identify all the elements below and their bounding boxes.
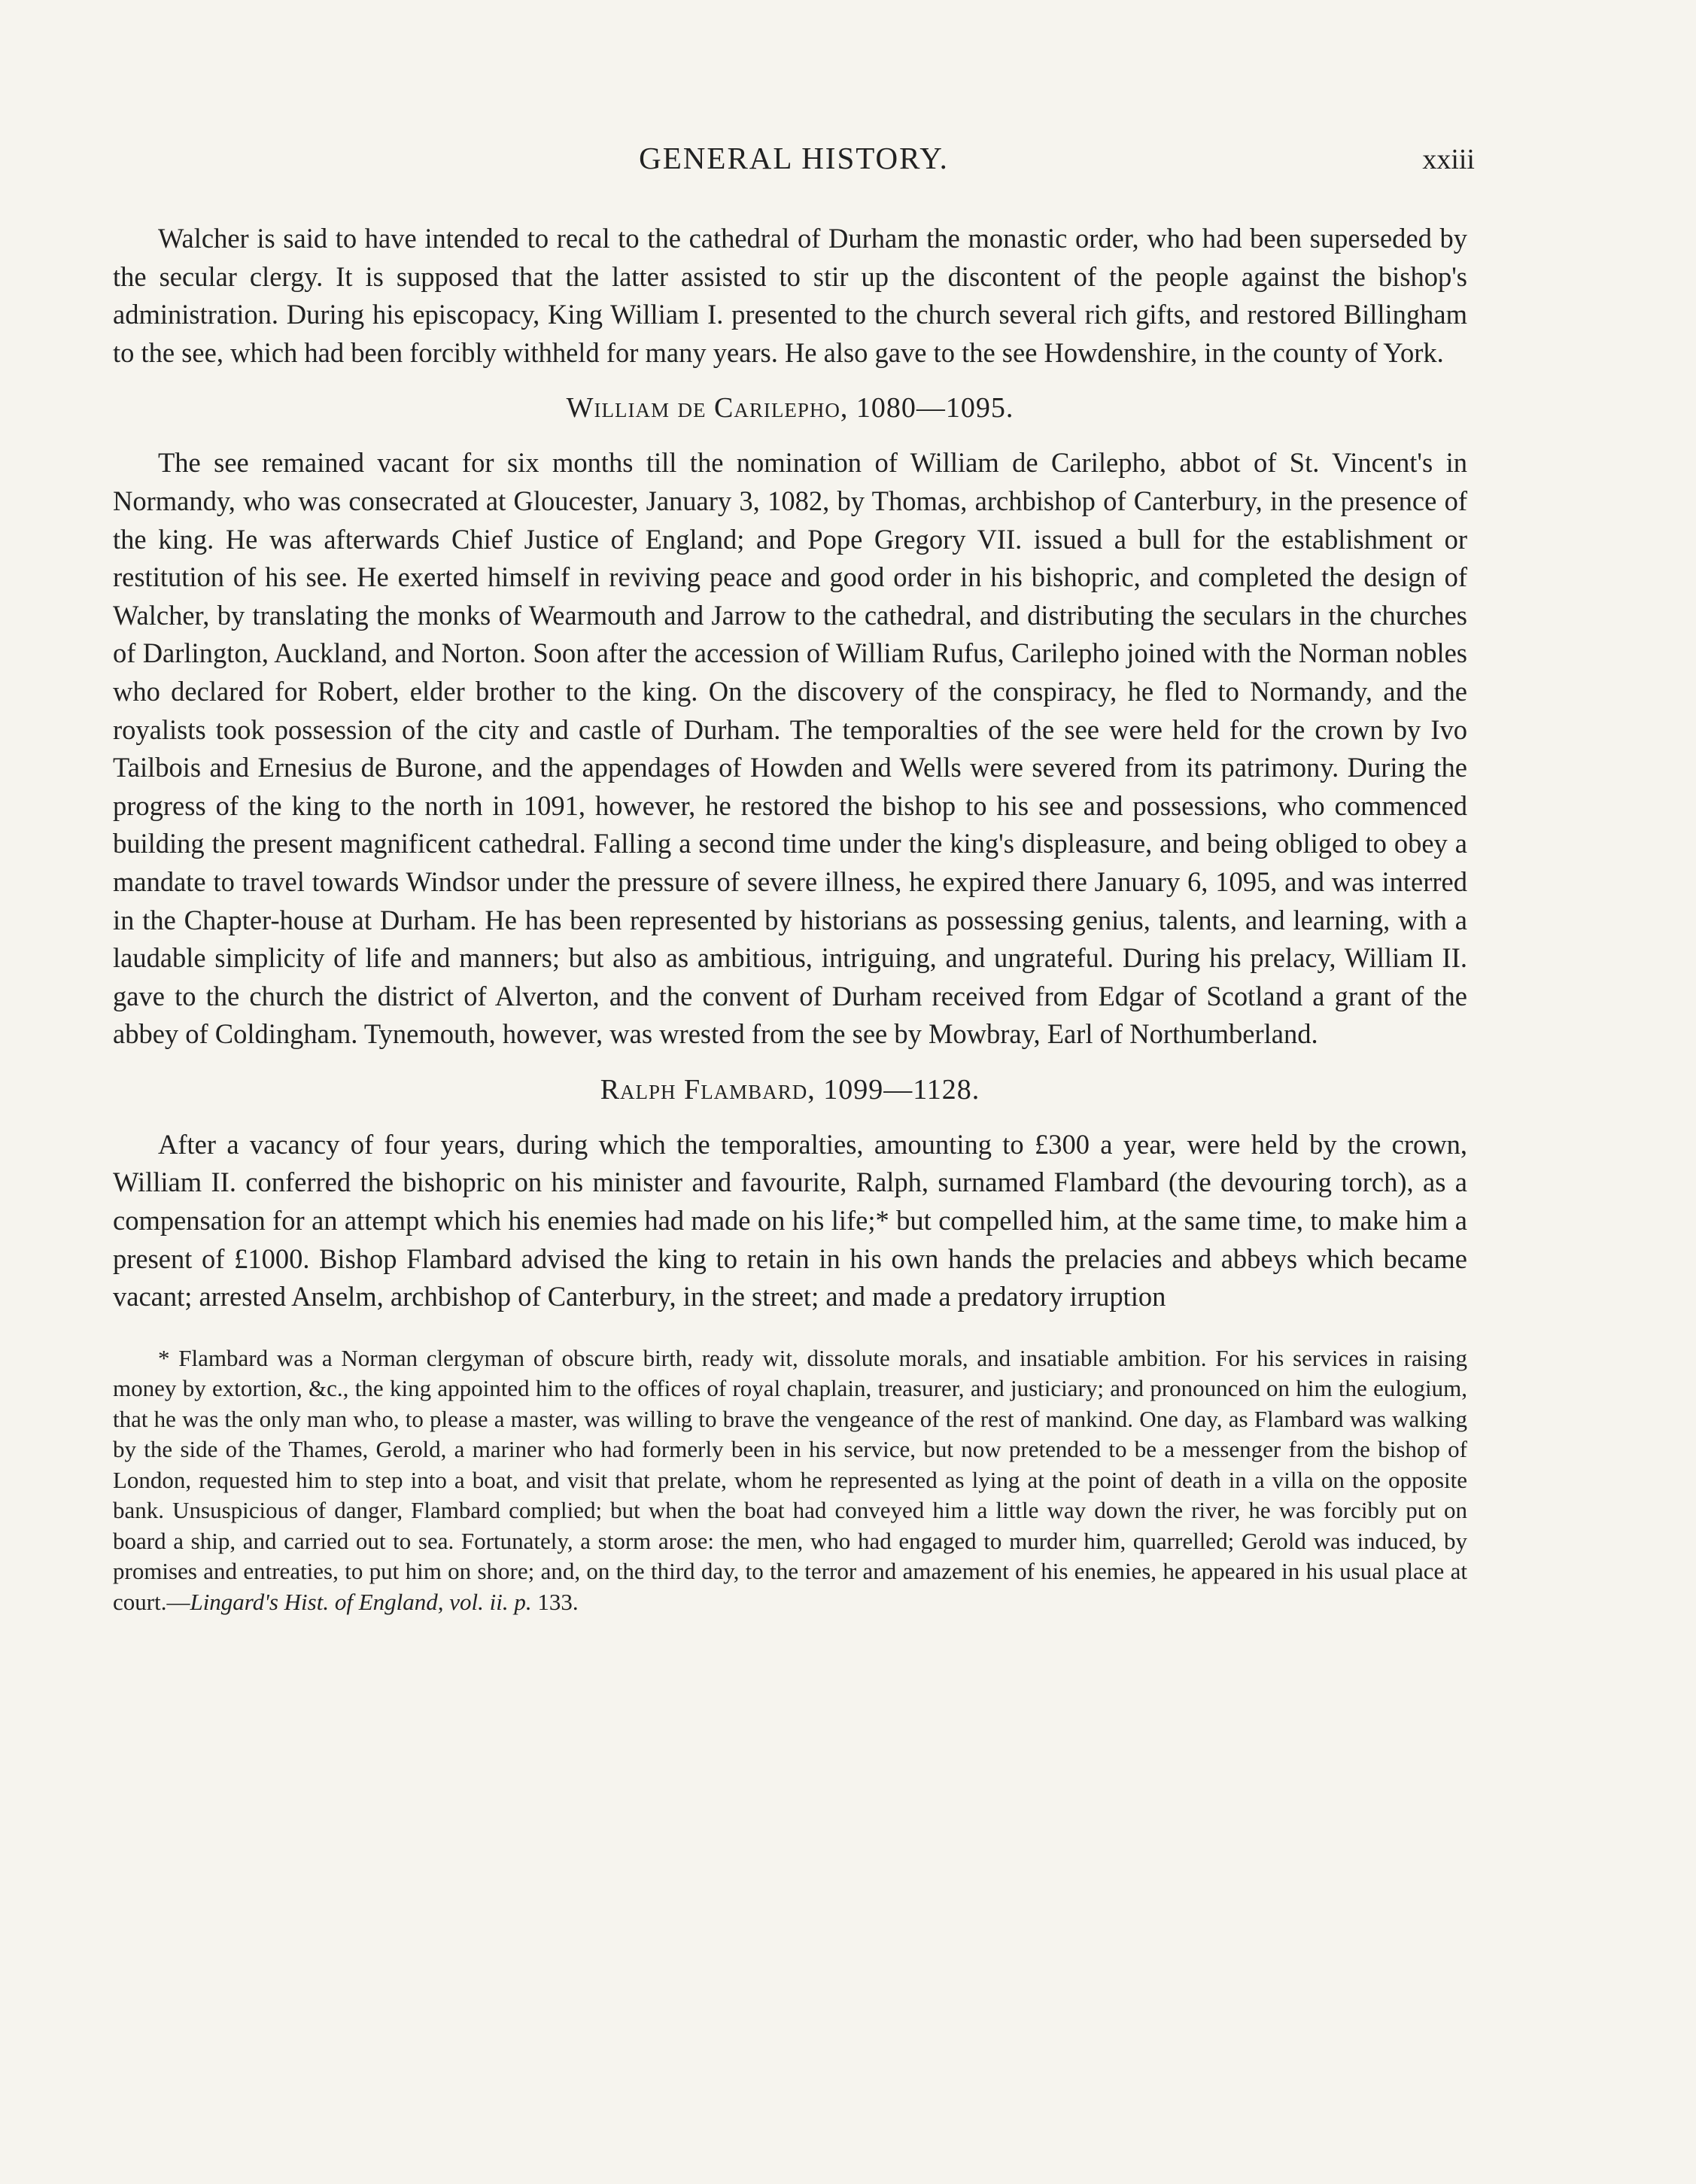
paragraph-carilepho: The see remained vacant for six months till the nomination of William de Carilepho, abbot of St. Vincent's in Normandy, who was consecrated at Gloucester, January 3, 1082, by Thomas, archbishop of Canterbury, in the presence of the king. He was afterwards Chief Justice of England; and Pope Gregory VII. issued a bull for the establishment or restitution of his see. He exerted himself in reviving peace and good order in his bishopric, and completed the design of Walcher, by translating the monks of Wearmouth and Jarrow to the cathedral, and distributing the seculars in the churches of Darlington, Auckland, and Norton. Soon after the accession of William Rufus, Carilepho joined with the Norman nobles who declared for Robert, elder brother to the king. On the discovery of the conspiracy, he fled to Normandy, and the royalists took possession of the city and castle of Durham. The temporalties of the see were held for the crown by Ivo Tailbois and Ernesius de Burone, and the appendages of Howden and Wells were severed from its patrimony. During the progress of the king to the north in 1091, however, he restored the bishop to his see and possessions, who commenced building the present magnificent cathedral. Falling a second time under the king's displeasure, and being obliged to obey a mandate to travel towards Windsor under the pressure of severe illness, he expired there January 6, 1095, and was interred in the Chapter-house at Durham. He has been represented by historians as possessing genius, talents, and learning, with a laudable simplicity of life and manners; but also as ambitious, intriguing, and ungrateful. During his prelacy, William II. gave to the church the district of Alverton, and the convent of Durham received from Edgar of Scotland a grant of the abbey of Coldingham. Tynemouth, however, was wrested from the see by Mowbray, Earl of Northumberland. — [113, 447, 1467, 1050]
footnote-citation: Lingard's Hist. of England, vol. ii. p. — [190, 1588, 532, 1615]
section-heading-text: Ralph Flambard, 1099—1128. — [600, 1073, 980, 1106]
footnote-citation-page: 133. — [531, 1588, 579, 1615]
page-body — [113, 220, 1467, 1617]
section-heading-carilepho — [113, 388, 1467, 429]
section-heading-text: William de Carilepho, 1080—1095. — [566, 392, 1014, 424]
page-number: xxiii — [1422, 144, 1475, 175]
paragraph-flambard: After a vacancy of four years, during which the temporalties, amounting to £300 a year, were held by the crown, William II. conferred the bishopric on his minister and favourite, Ralph, surnamed Flambard (the devouring torch), as a compensation for an attempt which his enemies had made on his life;* but compelled him, at the same time, to make him a present of £1000. Bishop Flambard advised the king to retain in his own hands the prelacies and abbeys which became vacant; arrested Anselm, archbishop of Canterbury, in the street; and made a predatory irruption — [113, 1128, 1467, 1313]
paragraph-walcher: Walcher is said to have intended to recal to the cathedral of Durham the monastic order, who had been superseded by the secular clergy. It is supposed that the latter assisted to stir up the discontent of the people against the bishop's administration. During his episcopacy, King William I. presented to the church several rich gifts, and restored Billingham to the see, which had been forcibly withheld for many years. He also gave to the see Howdenshire, in the county of York. — [113, 223, 1467, 368]
section-heading-flambard — [113, 1070, 1467, 1111]
running-title: GENERAL HISTORY. — [639, 141, 949, 175]
footnote — [113, 1343, 1467, 1618]
running-head — [113, 140, 1475, 185]
footnote-text: * Flambard was a Norman clergyman of obscure birth, ready wit, dissolute morals, and insatiable ambition. For his services in raising money by extortion, &c., the king appointed him to the offices of royal chaplain, treasurer, and justiciary; and pronounced on him the eulogium, that he was the only man who, to please a master, was willing to brave the vengeance of the rest of mankind. One day, as Flambard was walking by the side of the Thames, Gerold, a mariner who had formerly been in his service, but now pretended to be a messenger from the bishop of London, requested him to step into a boat, and visit that prelate, whom he represented as lying at the point of death in a villa on the opposite bank. Unsuspicious of danger, Flambard complied; but when the boat had conveyed him a little way down the river, he was forcibly put on board a ship, and carried out to sea. Fortunately, a storm arose: the men, who had engaged to murder him, quarrelled; Gerold was induced, by promises and entreaties, to put him on shore; and, on the third day, to the terror and amazement of his enemies, he appeared in his usual place at court.— — [113, 1344, 1467, 1615]
